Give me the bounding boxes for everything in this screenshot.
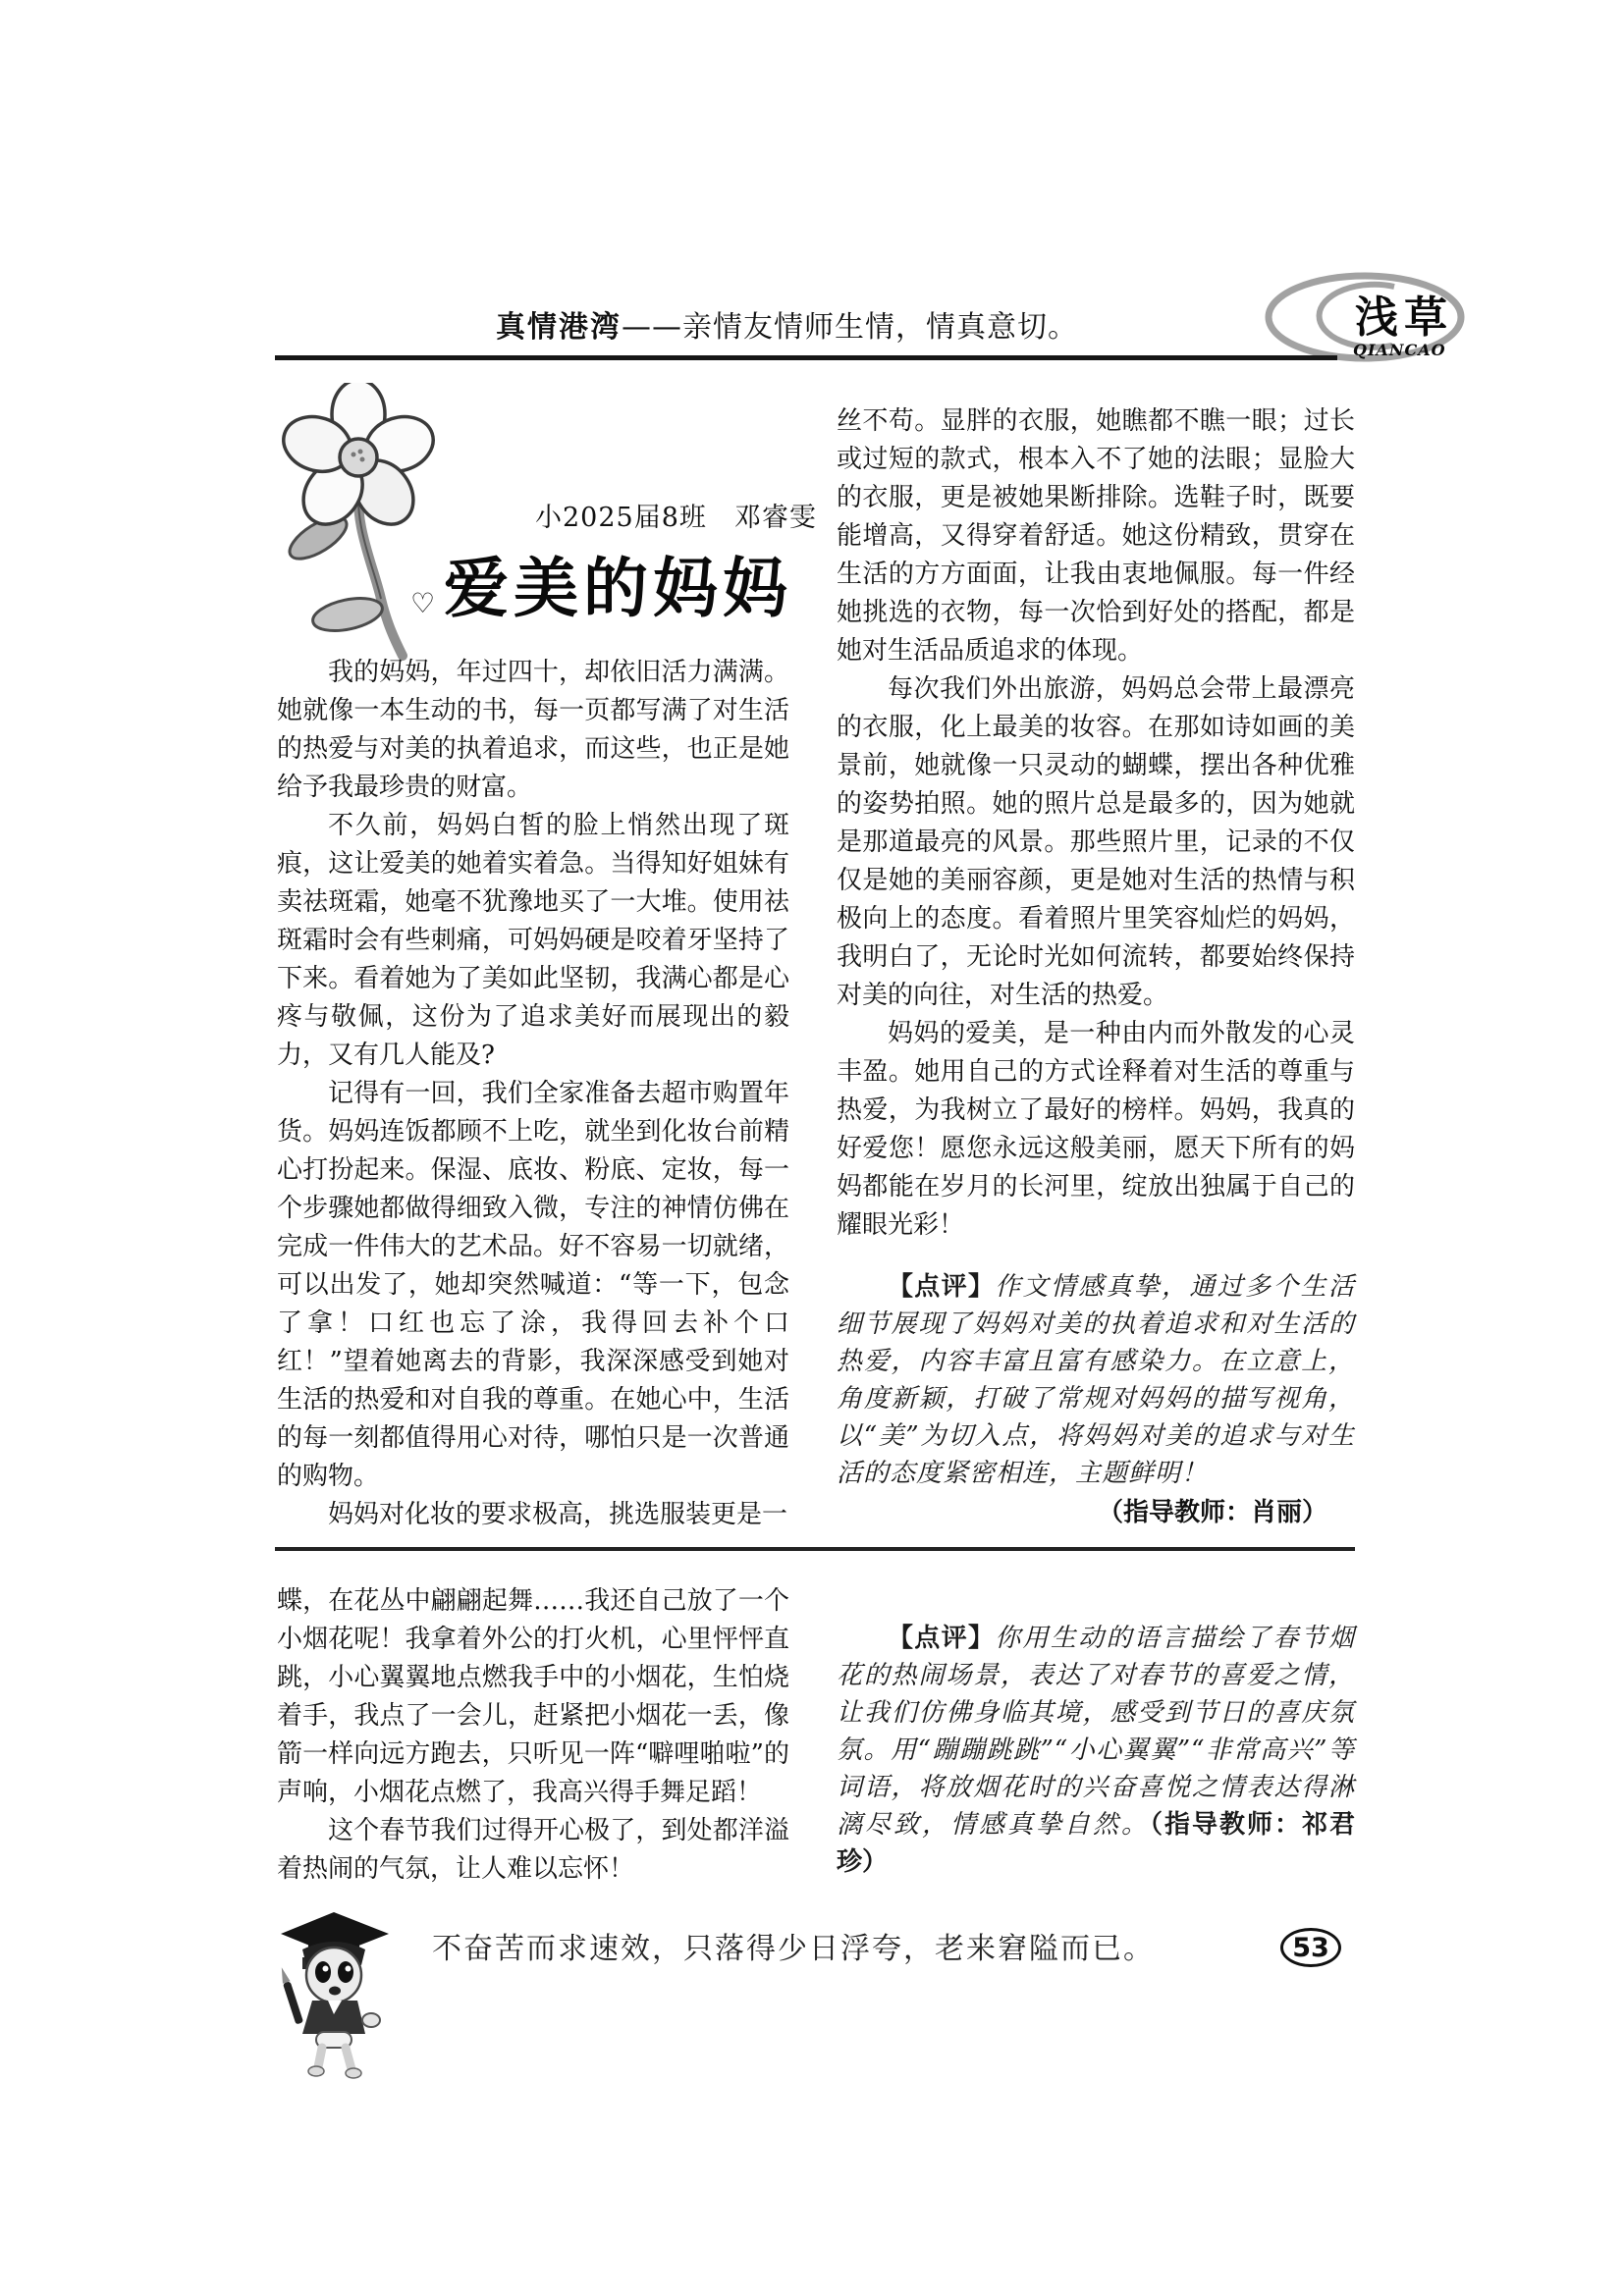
logo-chinese-text: 浅草 — [1355, 293, 1453, 343]
flower-icon — [257, 383, 465, 663]
essay1-title-block — [410, 542, 792, 636]
paragraph: 蝶，在花丛中翩翩起舞……我还自己放了一个小烟花呢！我拿着外公的打火机，心里怦怦直跳，小心翼翼地点燃我手中的小烟花，生怕烧着手，我点了一会儿，赶紧把小烟花一丢，像箭一样向远方跑去，只听见一阵“噼哩啪啦”的声响，小烟花点燃了，我高兴得手舞足蹈！ — [277, 1586, 789, 1807]
header-rule — [275, 355, 1337, 360]
section-divider — [275, 1547, 1355, 1551]
essay1-left-column — [277, 654, 789, 1534]
essay2-teacher: （指导教师：祁君珍） — [837, 1810, 1355, 1877]
paragraph: 这个春节我们过得开心极了，到处都洋溢着热闹的气氛，让人难以忘怀！ — [277, 1816, 789, 1884]
comment-text: 作文情感真挚，通过多个生活细节展现了妈妈对美的执着追求和对生活的热爱，内容丰富且富有感染力。在立意上，角度新颖，打破了常规对妈妈的描写视角，以“美”为切入点，将妈妈对美的追求与对生活的态度紧密相连，主题鲜明！ — [837, 1272, 1355, 1488]
heart-doodle-icon: ♡ — [410, 587, 436, 619]
essay1-teacher: （指导教师：肖丽） — [1097, 1498, 1327, 1527]
paragraph: 每次我们外出旅游，妈妈总会带上最漂亮的衣服，化上最美的妆容。在那如诗如画的美景前，她就像一只灵动的蝴蝶，摆出各种优雅的姿势拍照。她的照片总是最多的，因为她就是那道最亮的风景。那些照片里，记录的不仅仅是她的美丽容颜，更是她对生活的热情与积极向上的态度。看着照片里笑容灿烂的妈妈，我明白了，无论时光如何流转，都要始终保持对美的向往，对生活的热爱。 — [837, 674, 1355, 1010]
paragraph: 妈妈的爱美，是一种由内而外散发的心灵丰盈。她用自己的方式诠释着对生活的尊重与热爱，为我树立了最好的榜样。妈妈，我真的好爱您！愿您永远这般美丽，愿天下所有的妈妈都能在岁月的长河里，绽放出独属于自己的耀眼光彩！ — [837, 1019, 1355, 1240]
section-subtitle: ——亲情友情师生情，情真意切。 — [622, 310, 1078, 345]
essay2-comment — [837, 1620, 1355, 1881]
essay1-right-column — [837, 402, 1355, 1531]
essay1-comment — [837, 1268, 1355, 1492]
qiancao-logo-icon — [1265, 271, 1466, 367]
paragraph: 丝不苟。显胖的衣服，她瞧都不瞧一眼；过长或过短的款式，根本入不了她的法眼；显脸大的衣服，更是被她果断排除。选鞋子时，既要能增高，又得穿着舒适。她这份精致，贯穿在生活的方方面面，让我由衷地佩服。每一件经她挑选的衣物，每一次恰到好处的搭配，都是她对生活品质追求的体现。 — [837, 406, 1355, 666]
paragraph: 记得有一回，我们全家准备去超市购置年货。妈妈连饭都顾不上吃，就坐到化妆台前精心打扮起来。保湿、底妆、粉底、定妆，每一个步骤她都做得细致入微，专注的神情仿佛在完成一件伟大的艺术品。好不容易一切就绪，可以出发了，她却突然喊道：“等一下，包念了拿！口红也忘了涂，我得回去补个口红！”望着她离去的背影，我深深感受到她对生活的热爱和对自我的尊重。在她心中，生活的每一刻都值得用心对待，哪怕只是一次普通的购物。 — [277, 1079, 789, 1491]
section-title: 真情港湾 — [496, 310, 622, 345]
graduate-mascot-svg — [251, 1904, 416, 2081]
paragraph: 妈妈对化妆的要求极高，挑选服装更是一 — [328, 1500, 788, 1529]
comment-label: 【点评】 — [888, 1624, 996, 1653]
paragraph: 不久前，妈妈白皙的脸上悄然出现了斑痕，这让爱美的她着实着急。当得知好姐妹有卖祛斑霜，她毫不犹豫地买了一大堆。使用祛斑霜时会有些刺痛，可妈妈硬是咬着牙坚持了下来。看着她为了美如此坚韧，我满心都是心疼与敬佩，这份为了追求美好而展现出的毅力，又有几人能及? — [277, 811, 789, 1070]
comment-label: 【点评】 — [888, 1272, 996, 1302]
footer-quote: 不奋苦而求速效，只落得少日浮夸，老来窘隘而已。 — [432, 1932, 1155, 1966]
essay2-left-column — [277, 1582, 789, 1889]
logo-latin-text: QIANCAO — [1353, 341, 1446, 359]
page-number-badge — [1280, 1928, 1341, 1967]
section-header — [496, 310, 1078, 346]
comment-text: 你用生动的语言描绘了春节烟花的热闹场景，表达了对春节的喜爱之情，让我们仿佛身临其境，感受到节日的喜庆氛氛。用“蹦蹦跳跳”“小心翼翼”“非常高兴”等词语，将放烟花时的兴奋喜悦之情表达得淋漓尽致，情感真挚自然。 — [837, 1624, 1355, 1840]
qiancao-logo — [1265, 271, 1466, 367]
graduate-mascot-icon — [251, 1904, 416, 2081]
page-number: 53 — [1292, 1932, 1329, 1963]
paragraph: 我的妈妈，年过四十，却依旧活力满满。她就像一本生动的书，每一页都写满了对生活的热爱与对美的执着追求，而这些，也正是她给予我最珍贵的财富。 — [277, 658, 789, 802]
byline: 小2025届8班 邓睿雯 — [535, 503, 817, 533]
essay1-title: 爱美的妈妈 — [444, 551, 792, 626]
essay2-right-column — [837, 1620, 1355, 1881]
flower-illustration — [257, 383, 465, 663]
